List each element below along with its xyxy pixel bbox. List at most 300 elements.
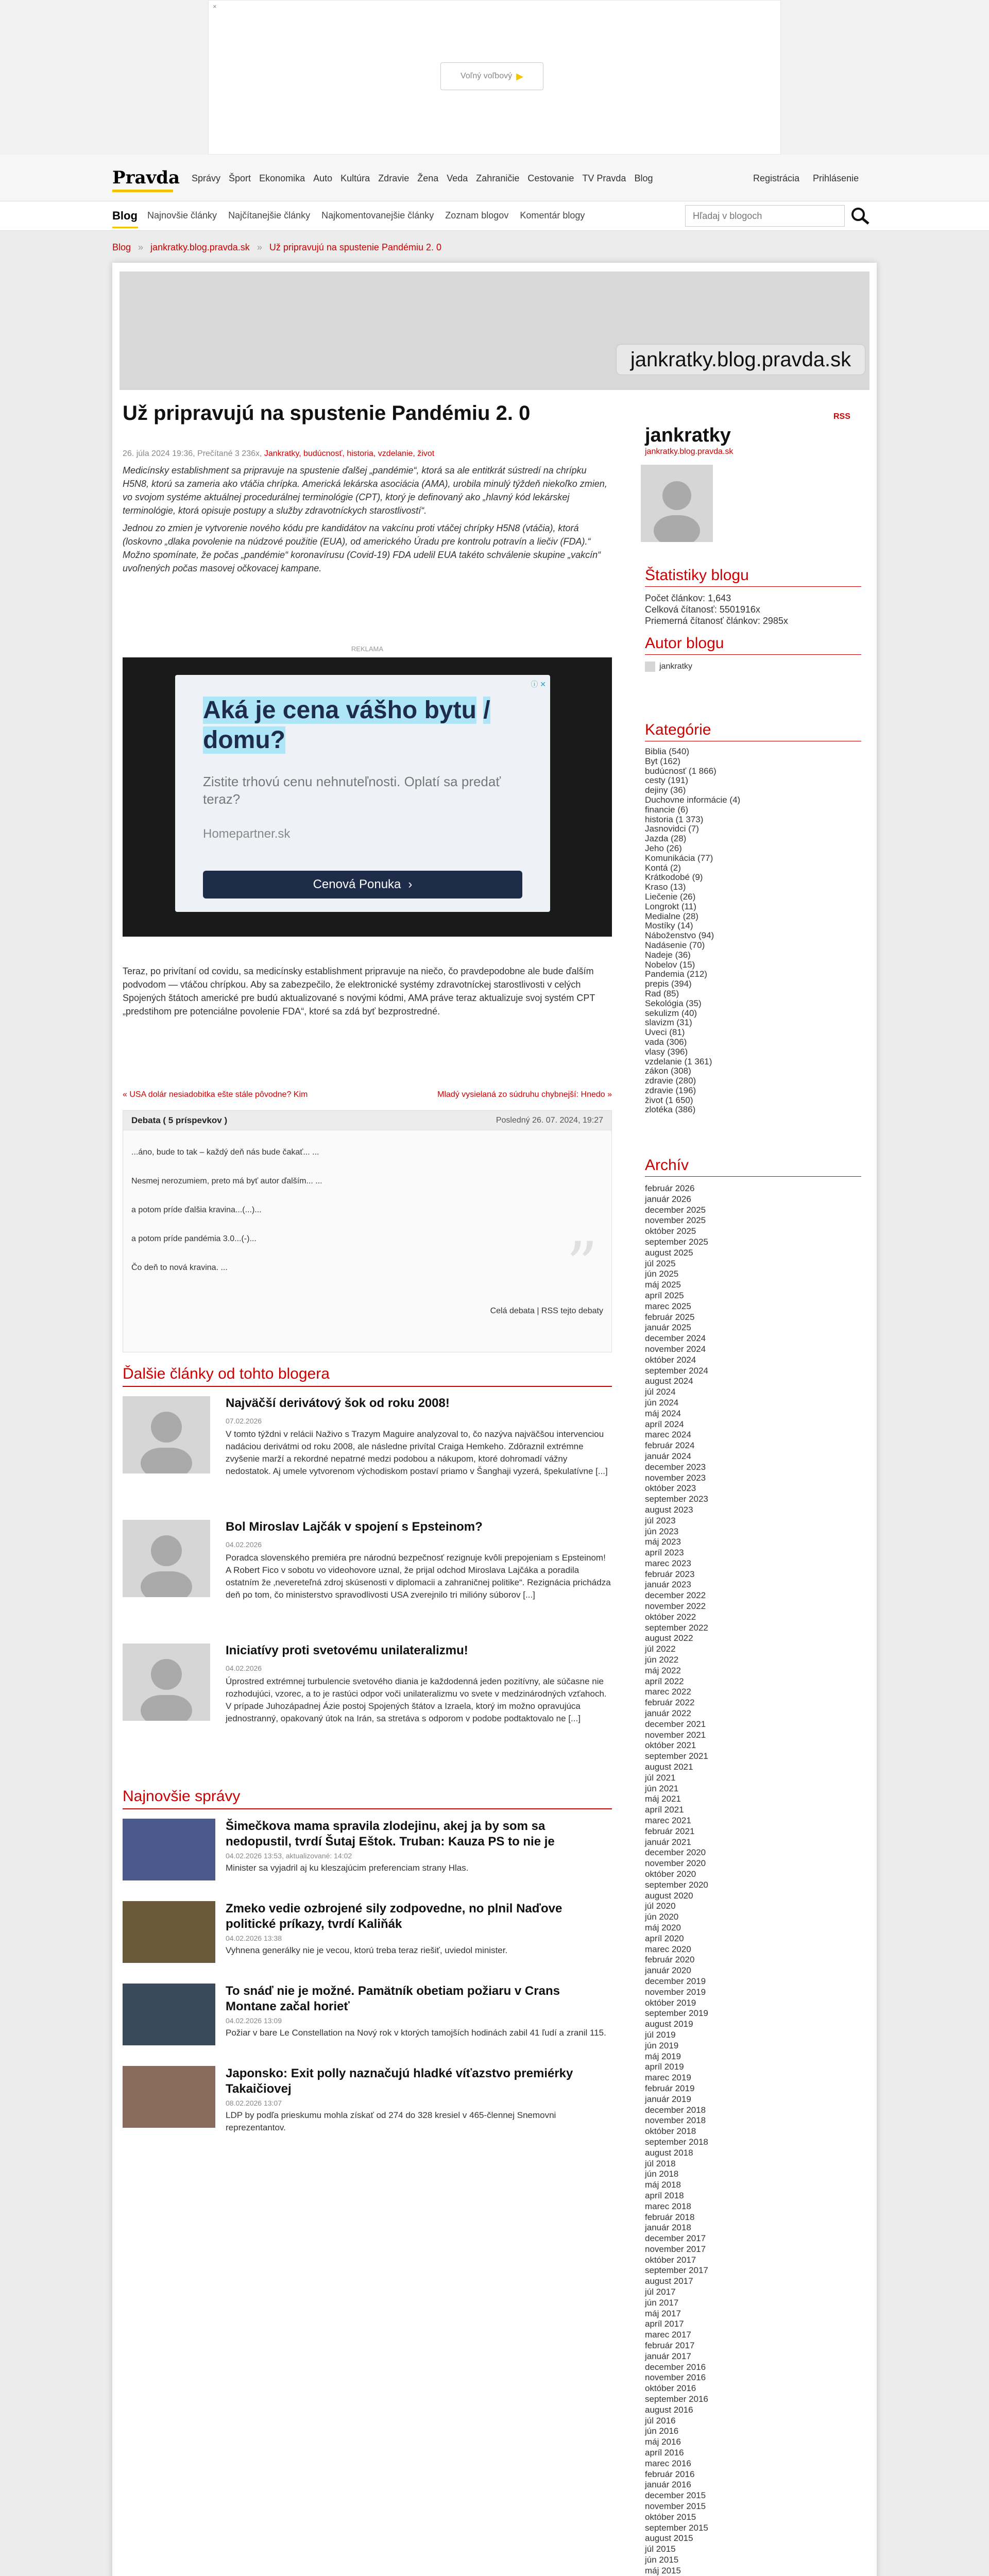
article-excerpt: Poradca slovenského premiéra pre národnú bezpečnosť rezignuje kvôli prepojeniam s Epsteinom! A Robert Fico v sobotu vo videohovore uznal, že prijal odchod Miroslava Lajčáka a poradila ostatním že ‚nevereteľná zdroj skúsenosti v diplomacii a zahraničnej politike“. Rezignácia prichádza deň po tom, čo ministerstvo spravodlivosti USA zverejnilo tri milióny súborov [...] bbox=[226, 1553, 611, 1600]
discussion-title[interactable]: Debata ( 5 príspevkov ) bbox=[131, 1115, 228, 1125]
news-link[interactable]: Japonsko: Exit polly naznačujú hladké víťazstvo premiérky Takaičiovej bbox=[226, 2066, 573, 2096]
archive-link[interactable]: apríl 2025 bbox=[645, 1290, 684, 1300]
archive-link[interactable]: september 2017 bbox=[645, 2265, 708, 2276]
nav-ekonomika[interactable]: Ekonomika bbox=[259, 173, 305, 183]
archive-link[interactable]: august 2021 bbox=[645, 1762, 693, 1772]
category-link[interactable]: vlasy (396) bbox=[645, 1046, 688, 1057]
archive-link[interactable]: máj 2015 bbox=[645, 2565, 681, 2575]
latest-news-heading: Najnovšie správy bbox=[123, 1788, 241, 1805]
stat-total-reads: Celková čítanosť: 5501916x bbox=[645, 604, 760, 615]
archive-link[interactable]: december 2023 bbox=[645, 1462, 706, 1472]
rss-link[interactable]: RSS bbox=[833, 412, 850, 421]
news-item bbox=[123, 2066, 612, 2132]
archive-link[interactable]: január 2025 bbox=[645, 1323, 691, 1333]
category-link[interactable]: vzdelanie (1 361) bbox=[645, 1056, 712, 1066]
archive-link[interactable]: január 2019 bbox=[645, 2094, 691, 2104]
archive-link[interactable]: február 2022 bbox=[645, 1698, 695, 1708]
archive-link[interactable]: apríl 2023 bbox=[645, 1548, 684, 1558]
archive-link[interactable]: december 2017 bbox=[645, 2233, 706, 2244]
article-meta: 26. júla 2024 19:36, Prečítané 3 236x, Jankratky, budúcnosť, historia, vzdelanie, život bbox=[123, 449, 435, 458]
archive-link[interactable]: júl 2016 bbox=[645, 2415, 676, 2426]
archive-link[interactable]: jún 2017 bbox=[645, 2297, 679, 2308]
list-item bbox=[123, 1643, 612, 1762]
news-thumbnail[interactable] bbox=[123, 1901, 215, 1963]
article-date: 26. júla 2024 19:36 bbox=[123, 449, 193, 458]
archive-link[interactable]: júl 2024 bbox=[645, 1387, 676, 1397]
ad-headline-a: Aká je cena vášho bytu bbox=[203, 697, 476, 724]
archive-link[interactable]: júl 2025 bbox=[645, 1258, 676, 1268]
category-link[interactable]: vada (306) bbox=[645, 1037, 687, 1047]
archive-link[interactable]: september 2022 bbox=[645, 1622, 708, 1633]
archive-link[interactable]: január 2023 bbox=[645, 1580, 691, 1590]
archive-link[interactable]: august 2022 bbox=[645, 1633, 693, 1643]
nav-zdravie[interactable]: Zdravie bbox=[378, 173, 410, 183]
archive-link[interactable]: jún 2020 bbox=[645, 1912, 679, 1922]
archive-link[interactable]: marec 2021 bbox=[645, 1816, 691, 1826]
archive-link[interactable]: september 2023 bbox=[645, 1494, 708, 1504]
breadcrumb-sep-icon: » bbox=[138, 242, 144, 252]
category-link[interactable]: Jasnovidci (7) bbox=[645, 824, 699, 834]
breadcrumb-sep-icon: » bbox=[257, 242, 262, 252]
archive-link[interactable]: január 2017 bbox=[645, 2351, 691, 2361]
blog-underline bbox=[112, 227, 138, 228]
news-item bbox=[123, 1984, 612, 2045]
blog-stats bbox=[645, 592, 788, 626]
category-link[interactable]: cesty (191) bbox=[645, 775, 689, 786]
archive-link[interactable]: júl 2017 bbox=[645, 2287, 676, 2297]
news-date: 04.02.2026 13:38 bbox=[226, 1934, 282, 1942]
chevron-right-icon: › bbox=[408, 877, 413, 891]
archive-link[interactable]: máj 2021 bbox=[645, 1794, 681, 1804]
archive-link[interactable]: marec 2018 bbox=[645, 2201, 691, 2211]
category-link[interactable]: Biblia (540) bbox=[645, 747, 689, 756]
ad-arrow-icon: ▶ bbox=[516, 71, 523, 81]
news-thumbnail[interactable] bbox=[123, 1819, 215, 1880]
archive-link[interactable]: august 2018 bbox=[645, 2147, 693, 2158]
category-link[interactable]: Nadásenie (70) bbox=[645, 940, 705, 950]
category-link[interactable]: Sekológia (35) bbox=[645, 998, 702, 1008]
article-perex bbox=[123, 464, 612, 579]
list-item bbox=[123, 1396, 612, 1510]
archive-link[interactable]: september 2020 bbox=[645, 1879, 708, 1890]
ad-source: Homepartner.sk bbox=[203, 827, 291, 841]
discussion-box bbox=[123, 1110, 612, 1352]
blog-home-link[interactable]: Blog bbox=[112, 209, 138, 222]
blog-nav-links bbox=[147, 210, 585, 221]
category-link[interactable]: Jazda (28) bbox=[645, 834, 687, 844]
news-thumbnail[interactable] bbox=[123, 1984, 215, 2045]
archive-link[interactable]: jún 2023 bbox=[645, 1526, 679, 1536]
category-link[interactable]: Krátkodobé (9) bbox=[645, 872, 703, 883]
archive-link[interactable]: december 2024 bbox=[645, 1333, 706, 1344]
archive-link[interactable]: október 2015 bbox=[645, 2512, 696, 2522]
archive-link[interactable]: august 2017 bbox=[645, 2276, 693, 2286]
archive-link[interactable]: september 2018 bbox=[645, 2137, 708, 2147]
section-divider bbox=[123, 1386, 612, 1387]
archive-link[interactable]: február 2020 bbox=[645, 1955, 695, 1965]
perex-paragraph: Jednou zo zmien je vytvorenie nového kódu pre kandidátov na vakcínu proti vtáčej chrípky H5N8 (vtáčia), ktorá (loskovno „dlaka povolenie na núdzové použitie (EUA), od amerického Úradu pre kontrolu potravín a liečiv (FDA).“ Možno spomínate, že počas „pandémie“ koronavírusu (Covid-19) FDA udelil EUA takéto schválenie skupine „vakcín“ uvoľnených počas masovej očkovacej kampane. bbox=[123, 523, 601, 573]
blogger-name[interactable]: jankratky bbox=[645, 425, 731, 446]
archive-link[interactable]: október 2023 bbox=[645, 1483, 696, 1494]
news-item bbox=[123, 1901, 612, 1963]
archive-link[interactable]: máj 2017 bbox=[645, 2308, 681, 2318]
category-link[interactable]: budúcnosť (1 866) bbox=[645, 766, 717, 776]
archive-link[interactable]: marec 2023 bbox=[645, 1558, 691, 1568]
category-link[interactable]: zákon (308) bbox=[645, 1066, 691, 1076]
archive-link[interactable]: október 2024 bbox=[645, 1354, 696, 1365]
ad-close-icon[interactable]: × bbox=[213, 3, 217, 10]
archive-link[interactable]: november 2018 bbox=[645, 2115, 706, 2126]
categories-heading: Kategórie bbox=[645, 721, 711, 738]
archive-link[interactable]: marec 2025 bbox=[645, 1301, 691, 1311]
ad-headline bbox=[203, 696, 522, 755]
archive-link[interactable]: apríl 2020 bbox=[645, 1933, 684, 1943]
archive-link[interactable]: november 2025 bbox=[645, 1215, 706, 1226]
article-link[interactable]: Najväčší derivátový šok od roku 2008! bbox=[226, 1396, 450, 1410]
archive-link[interactable]: apríl 2021 bbox=[645, 1805, 684, 1815]
category-link[interactable]: slavizm (31) bbox=[645, 1018, 692, 1028]
more-articles-heading: Ďalšie články od tohto blogera bbox=[123, 1365, 330, 1382]
archive-link[interactable]: august 2015 bbox=[645, 2533, 693, 2544]
discussion-comment[interactable]: ...áno, bude to tak – každý deň nás bude čakať... ... bbox=[131, 1148, 319, 1157]
archive-link[interactable]: apríl 2016 bbox=[645, 2448, 684, 2458]
news-date: 08.02.2026 13:07 bbox=[226, 2099, 282, 2107]
archive-link[interactable]: február 2023 bbox=[645, 1569, 695, 1579]
nav-zahranicie[interactable]: Zahraničie bbox=[476, 173, 520, 183]
nav-auto[interactable]: Auto bbox=[313, 173, 333, 183]
article-tags[interactable]: Jankratky, budúcnosť, historia, vzdelanie, život bbox=[264, 449, 435, 458]
archive-link[interactable]: december 2016 bbox=[645, 2362, 706, 2372]
section-divider bbox=[123, 1808, 612, 1809]
archive-link[interactable]: júl 2021 bbox=[645, 1772, 676, 1783]
archive-link[interactable]: júl 2019 bbox=[645, 2029, 676, 2040]
archive-link[interactable]: október 2019 bbox=[645, 1997, 696, 2008]
archive-link[interactable]: apríl 2017 bbox=[645, 2319, 684, 2329]
register-link[interactable]: Registrácia bbox=[753, 173, 800, 183]
archive-link[interactable]: november 2021 bbox=[645, 1730, 706, 1740]
archive-link[interactable]: november 2015 bbox=[645, 2501, 706, 2512]
categories-list bbox=[645, 747, 740, 1115]
article-link[interactable]: Bol Miroslav Lajčák v spojení s Epsteinom? bbox=[226, 1520, 483, 1534]
article-title: Už pripravujú na spustenie Pandémiu 2. 0 bbox=[123, 402, 531, 425]
archive-link[interactable]: marec 2017 bbox=[645, 2330, 691, 2340]
blogger-url[interactable]: jankratky.blog.pravda.sk bbox=[645, 447, 734, 456]
archive-link[interactable]: jún 2018 bbox=[645, 2169, 679, 2179]
archive-link[interactable]: október 2016 bbox=[645, 2383, 696, 2394]
pravda-logo[interactable]: Pravda bbox=[112, 167, 180, 188]
top-ad-frame bbox=[208, 0, 781, 155]
stats-heading: Štatistiky blogu bbox=[645, 567, 749, 584]
archive-link[interactable]: február 2021 bbox=[645, 1826, 695, 1836]
account-links bbox=[753, 173, 859, 184]
archive-link[interactable]: december 2020 bbox=[645, 1848, 706, 1858]
archive-link[interactable]: október 2025 bbox=[645, 1226, 696, 1236]
archive-link[interactable]: máj 2025 bbox=[645, 1280, 681, 1290]
ad-info-icon[interactable]: ⓘ ✕ bbox=[531, 680, 546, 688]
archive-link[interactable]: máj 2019 bbox=[645, 2051, 681, 2061]
archive-link[interactable]: december 2022 bbox=[645, 1590, 706, 1601]
archive-link[interactable]: november 2023 bbox=[645, 1472, 706, 1483]
archive-link[interactable]: december 2018 bbox=[645, 2105, 706, 2115]
news-excerpt: Požiar v bare Le Constellation na Nový rok v ktorých tamojších hodinách zabil 41 ľudí a zranil 115. bbox=[226, 2028, 606, 2038]
main-nav-links bbox=[192, 173, 653, 184]
article-link[interactable]: Iniciatívy proti svetovému unilateralizmu! bbox=[226, 1643, 468, 1657]
ad-cta-button[interactable] bbox=[203, 871, 522, 899]
breadcrumb-article[interactable]: Už pripravujú na spustenie Pandémiu 2. 0 bbox=[269, 242, 442, 252]
archive-link[interactable]: október 2017 bbox=[645, 2255, 696, 2265]
archive-link[interactable]: december 2021 bbox=[645, 1719, 706, 1729]
breadcrumb-user-blog[interactable]: jankratky.blog.pravda.sk bbox=[150, 242, 250, 252]
archive-link[interactable]: september 2016 bbox=[645, 2394, 708, 2404]
archive-link[interactable]: júl 2020 bbox=[645, 1901, 676, 1911]
archive-link[interactable]: október 2022 bbox=[645, 1612, 696, 1622]
ad-button-label: Voľný voľbový bbox=[461, 72, 513, 80]
category-link[interactable]: Mostíky (14) bbox=[645, 921, 693, 931]
archive-link[interactable]: jún 2019 bbox=[645, 2040, 679, 2050]
search-icon[interactable] bbox=[848, 205, 873, 227]
news-date: 04.02.2026 13:09 bbox=[226, 2016, 282, 2025]
article-ad-card[interactable] bbox=[175, 675, 550, 912]
archive-link[interactable]: január 2022 bbox=[645, 1708, 691, 1719]
news-link[interactable]: Šimečkova mama spravila zlodejinu, akej ja by som sa nedopustil, tvrdí Šutaj Eštok. Truban: Kauza PS to nie je bbox=[226, 1819, 555, 1849]
article-body: Teraz, po privítaní od covidu, sa medicínsky establishment pripravuje na niečo, čo pravdepodobne ale bude ďalším podvodom — vtáčou chrípkou. Aby sa zabezpečilo, že elektronické systémy zdravotníckej starostlivosti v celých Spojených štátoch americké pre budú aktualizované s novými kódmi, AMA práve teraz aktualizuje svoj systém CPT „predstihom pre potenciálne povolenie FDA“, ktoré sa zdá byť bezprostredné. bbox=[123, 966, 595, 1016]
archive-link[interactable]: september 2015 bbox=[645, 2522, 708, 2533]
news-link[interactable]: To snáď nie je možné. Pamätník obetiam požiaru v Crans Montane začal horieť bbox=[226, 1984, 560, 2013]
author-item[interactable] bbox=[645, 662, 692, 672]
author-name: jankratky bbox=[659, 662, 693, 671]
archive-link[interactable]: február 2017 bbox=[645, 2341, 695, 2351]
stat-article-count: Počet článkov: 1,643 bbox=[645, 593, 731, 603]
archive-link[interactable]: november 2022 bbox=[645, 1601, 706, 1612]
category-link[interactable]: Pandemia (212) bbox=[645, 969, 707, 979]
archive-link[interactable]: október 2021 bbox=[645, 1740, 696, 1751]
category-link[interactable]: Liečenie (26) bbox=[645, 891, 696, 902]
blog-nav-most-read[interactable]: Najčítanejšie články bbox=[228, 210, 311, 221]
archive-link[interactable]: január 2018 bbox=[645, 2223, 691, 2233]
category-link[interactable]: Nobelov (15) bbox=[645, 959, 695, 970]
category-link[interactable]: Rad (85) bbox=[645, 988, 679, 998]
news-excerpt: Minister sa vyjadril aj ku kleszajúcim preferenciam strany Hlas. bbox=[226, 1863, 469, 1873]
archive-link[interactable]: marec 2019 bbox=[645, 2073, 691, 2083]
archive-link[interactable]: október 2018 bbox=[645, 2126, 696, 2137]
archive-link[interactable]: január 2020 bbox=[645, 1965, 691, 1976]
archive-list bbox=[645, 1183, 708, 2576]
blog-nav-comment[interactable]: Komentár blogy bbox=[520, 210, 585, 221]
category-link[interactable]: Komunikácia (77) bbox=[645, 853, 713, 863]
archive-link[interactable]: jún 2024 bbox=[645, 1397, 679, 1408]
archive-link[interactable]: máj 2022 bbox=[645, 1665, 681, 1675]
archive-link[interactable]: marec 2024 bbox=[645, 1430, 691, 1440]
archive-link[interactable]: júl 2023 bbox=[645, 1515, 676, 1526]
avatar bbox=[123, 1396, 210, 1473]
archive-link[interactable]: február 2018 bbox=[645, 2212, 695, 2222]
discussion-header bbox=[123, 1111, 611, 1130]
archive-link[interactable]: marec 2022 bbox=[645, 1687, 691, 1697]
category-link[interactable]: Jeho (26) bbox=[645, 843, 682, 853]
top-ad-area bbox=[0, 0, 989, 155]
archive-link[interactable]: október 2020 bbox=[645, 1869, 696, 1879]
archive-link[interactable]: február 2025 bbox=[645, 1312, 695, 1322]
archive-link[interactable]: júl 2022 bbox=[645, 1644, 676, 1654]
category-link[interactable]: Kontá (2) bbox=[645, 862, 681, 873]
archive-link[interactable]: august 2019 bbox=[645, 2019, 693, 2029]
quote-icon: ” bbox=[566, 1229, 598, 1301]
breadcrumb bbox=[112, 242, 441, 253]
archive-link[interactable]: február 2024 bbox=[645, 1440, 695, 1451]
archive-link[interactable]: máj 2016 bbox=[645, 2437, 681, 2447]
category-link[interactable]: Medialne (28) bbox=[645, 911, 698, 921]
category-link[interactable]: zdravie (280) bbox=[645, 1076, 696, 1086]
news-date: 04.02.2026 13:53, aktualizované: 14:02 bbox=[226, 1852, 352, 1860]
archive-link[interactable]: november 2024 bbox=[645, 1344, 706, 1354]
category-link[interactable]: Kraso (13) bbox=[645, 882, 686, 892]
nav-zena[interactable]: Žena bbox=[417, 173, 439, 183]
discussion-comment[interactable]: a potom príde ďalšia kravina...(...)... bbox=[131, 1206, 262, 1214]
article-excerpt: V tomto týždni v relácii Naživo s Trazym Maguire analyzoval to, čo nazýva najväčšou intervenciou nadáciou derivátmi od roku 2008, ale následne privítal Craiga Hemkeho. Zdôraznil extrémne zvyšenie marží a rekordné nepatrné medzi podobou a nákupom, ktoré dohromadí vážny nedostatok. Aj umele vytvorenom východiskom postaví priamo v Šanghaji vyzerá, špekulatívne [...] bbox=[226, 1429, 608, 1476]
nav-blog[interactable]: Blog bbox=[634, 173, 653, 183]
category-link[interactable]: Náboženstvo (94) bbox=[645, 930, 714, 941]
archive-link[interactable]: január 2016 bbox=[645, 2480, 691, 2490]
category-link[interactable]: Byt (162) bbox=[645, 756, 680, 766]
archive-link[interactable]: máj 2020 bbox=[645, 1922, 681, 1933]
archive-link[interactable]: máj 2018 bbox=[645, 2180, 681, 2190]
archive-link[interactable]: apríl 2019 bbox=[645, 2062, 684, 2072]
archive-link[interactable]: december 2025 bbox=[645, 1205, 706, 1215]
category-link[interactable]: Duchovne informácie (4) bbox=[645, 794, 741, 805]
blogger-avatar bbox=[641, 465, 713, 542]
blog-search-input[interactable] bbox=[685, 205, 845, 227]
archive-link[interactable]: február 2016 bbox=[645, 2469, 695, 2479]
archive-link[interactable]: marec 2016 bbox=[645, 2458, 691, 2468]
breadcrumb-blog[interactable]: Blog bbox=[112, 242, 131, 252]
category-link[interactable]: historia (1 373) bbox=[645, 814, 704, 824]
news-excerpt: Vyhnena generálky nie je vecou, ktorú treba teraz riešiť, uviedol minister. bbox=[226, 1945, 508, 1955]
archive-link[interactable]: jún 2015 bbox=[645, 2555, 679, 2565]
archive-link[interactable]: júl 2018 bbox=[645, 2158, 676, 2168]
nav-tv-pravda[interactable]: TV Pravda bbox=[582, 173, 626, 183]
category-link[interactable]: prepis (394) bbox=[645, 979, 692, 989]
news-item bbox=[123, 1819, 612, 1880]
archive-link[interactable]: január 2024 bbox=[645, 1451, 691, 1461]
archive-link[interactable]: november 2016 bbox=[645, 2372, 706, 2383]
discussion-footer-links[interactable]: Celá debata | RSS tejto debaty bbox=[490, 1307, 603, 1315]
blog-domain-label: jankratky.blog.pravda.sk bbox=[616, 344, 865, 375]
login-link[interactable]: Prihlásenie bbox=[813, 173, 859, 183]
avatar bbox=[123, 1520, 210, 1597]
article-date: 04.02.2026 bbox=[226, 1540, 262, 1549]
discussion-comment[interactable]: Nesmej nerozumiem, preto má byť autor ďalším... ... bbox=[131, 1177, 322, 1185]
archive-link[interactable]: august 2016 bbox=[645, 2404, 693, 2415]
nav-sport[interactable]: Šport bbox=[229, 173, 251, 183]
archive-link[interactable]: august 2025 bbox=[645, 1247, 693, 1258]
archive-link[interactable]: august 2020 bbox=[645, 1890, 693, 1901]
category-link[interactable]: Uveci (81) bbox=[645, 1027, 685, 1038]
archive-link[interactable]: január 2026 bbox=[645, 1194, 691, 1204]
archive-link[interactable]: jún 2022 bbox=[645, 1655, 679, 1665]
ad-cta-label: Cenová Ponuka bbox=[313, 877, 401, 891]
category-link[interactable]: zlotéka (386) bbox=[645, 1105, 696, 1115]
next-article-link[interactable]: Mladý vysielaná zo súdruhu chybnejší: Hnedo » bbox=[437, 1090, 612, 1099]
avatar bbox=[123, 1643, 210, 1721]
archive-link[interactable]: august 2024 bbox=[645, 1376, 693, 1386]
archive-link[interactable]: február 2019 bbox=[645, 2083, 695, 2093]
ad-label: REKLAMA bbox=[351, 645, 384, 653]
author-avatar-icon bbox=[645, 662, 655, 672]
ad-headline-b: / domu? bbox=[203, 697, 490, 754]
archive-link[interactable]: september 2025 bbox=[645, 1236, 708, 1247]
article-reads: Prečítané 3 236x bbox=[197, 449, 260, 458]
archive-link[interactable]: január 2021 bbox=[645, 1837, 691, 1847]
sidebar-divider bbox=[645, 1176, 861, 1177]
category-link[interactable]: zdravie (196) bbox=[645, 1085, 696, 1095]
archive-link[interactable]: december 2015 bbox=[645, 2490, 706, 2501]
archive-link[interactable]: november 2020 bbox=[645, 1858, 706, 1869]
sidebar-divider bbox=[645, 654, 861, 655]
blog-nav-list[interactable]: Zoznam blogov bbox=[445, 210, 509, 221]
archive-link[interactable]: jún 2021 bbox=[645, 1783, 679, 1793]
list-item bbox=[123, 1520, 612, 1633]
archive-link[interactable]: február 2026 bbox=[645, 1183, 695, 1193]
ad-button[interactable] bbox=[440, 62, 543, 90]
blog-nav-newest[interactable]: Najnovšie články bbox=[147, 210, 217, 221]
article-date: 04.02.2026 bbox=[226, 1664, 262, 1672]
category-link[interactable]: Longrokt (11) bbox=[645, 901, 696, 911]
archive-link[interactable]: september 2024 bbox=[645, 1365, 708, 1376]
nav-cestovanie[interactable]: Cestovanie bbox=[527, 173, 574, 183]
archive-link[interactable]: jún 2025 bbox=[645, 1269, 679, 1279]
archive-link[interactable]: september 2019 bbox=[645, 2008, 708, 2019]
article-excerpt: Úprostred extrémnej turbulencie svetového diania je každodenná jeden pozitívny, ale súčasne nie rozhodujúci, vzorec, a to je rastúci odpor voči unilateralizmu vo svete v medzinárodných vzťahoch. V prípade Juhozápadnej Ázie postoj Spojených štátov a Izraela, ktorý im možno opravujúca jednostranný, opakovaný útok na Irán, sa stretáva s odporom v podobe podtaktovalo ne [...] bbox=[226, 1676, 607, 1723]
archive-link[interactable]: apríl 2022 bbox=[645, 1676, 684, 1686]
news-excerpt: LDP by podľa prieskumu mohla získať od 274 do 328 kresiel v 465-člennej Snemovni reprezentantov. bbox=[226, 2110, 556, 2132]
nav-spravy[interactable]: Správy bbox=[192, 173, 221, 183]
category-link[interactable]: dejiny (36) bbox=[645, 785, 686, 795]
prev-article-link[interactable]: « USA dolár nesiadobitka ešte stále pôvodne? Kim bbox=[123, 1090, 308, 1099]
archive-link[interactable]: máj 2024 bbox=[645, 1408, 681, 1418]
blog-nav-most-commented[interactable]: Najkomentovanejšie články bbox=[321, 210, 434, 221]
archive-link[interactable]: november 2019 bbox=[645, 1987, 706, 1997]
category-link[interactable]: život (1 650) bbox=[645, 1095, 693, 1105]
logo-underline bbox=[112, 190, 173, 192]
discussion-comment[interactable]: a potom príde pandémia 3.0...(-)... bbox=[131, 1234, 257, 1243]
category-link[interactable]: Nadeje (36) bbox=[645, 950, 691, 960]
discussion-date: Posledný 26. 07. 2024, 19:27 bbox=[496, 1116, 603, 1125]
nav-veda[interactable]: Veda bbox=[447, 173, 468, 183]
archive-link[interactable]: marec 2020 bbox=[645, 1944, 691, 1954]
ad-subtext: Zistite trhovú cenu nehnuteľnosti. Oplatí sa predať teraz? bbox=[203, 774, 501, 807]
stat-avg-reads: Priemerná čítanosť článkov: 2985x bbox=[645, 616, 788, 626]
news-thumbnail[interactable] bbox=[123, 2066, 215, 2128]
archive-link[interactable]: júl 2015 bbox=[645, 2544, 676, 2554]
archive-link[interactable]: apríl 2018 bbox=[645, 2190, 684, 2200]
archive-link[interactable]: máj 2023 bbox=[645, 1537, 681, 1547]
category-link[interactable]: financie (6) bbox=[645, 804, 689, 815]
archive-link[interactable]: september 2021 bbox=[645, 1751, 708, 1761]
archive-link[interactable]: jún 2016 bbox=[645, 2426, 679, 2436]
archive-link[interactable]: august 2023 bbox=[645, 1504, 693, 1515]
archive-link[interactable]: december 2019 bbox=[645, 1976, 706, 1986]
news-link[interactable]: Zmeko vedie ozbrojené sily zodpovedne, no plnil Naďove politické príkazy, tvrdí Kaliňák bbox=[226, 1902, 562, 1931]
sidebar-divider bbox=[645, 586, 861, 587]
discussion-comment[interactable]: Čo deň to nová kravina. ... bbox=[131, 1263, 228, 1272]
author-heading: Autor blogu bbox=[645, 635, 724, 652]
nav-kultura[interactable]: Kultúra bbox=[340, 173, 370, 183]
archive-heading: Archív bbox=[645, 1157, 689, 1174]
article-pager bbox=[123, 1090, 612, 1099]
category-link[interactable]: sekulizm (40) bbox=[645, 1008, 697, 1018]
archive-link[interactable]: apríl 2024 bbox=[645, 1419, 684, 1429]
archive-link[interactable]: november 2017 bbox=[645, 2244, 706, 2254]
